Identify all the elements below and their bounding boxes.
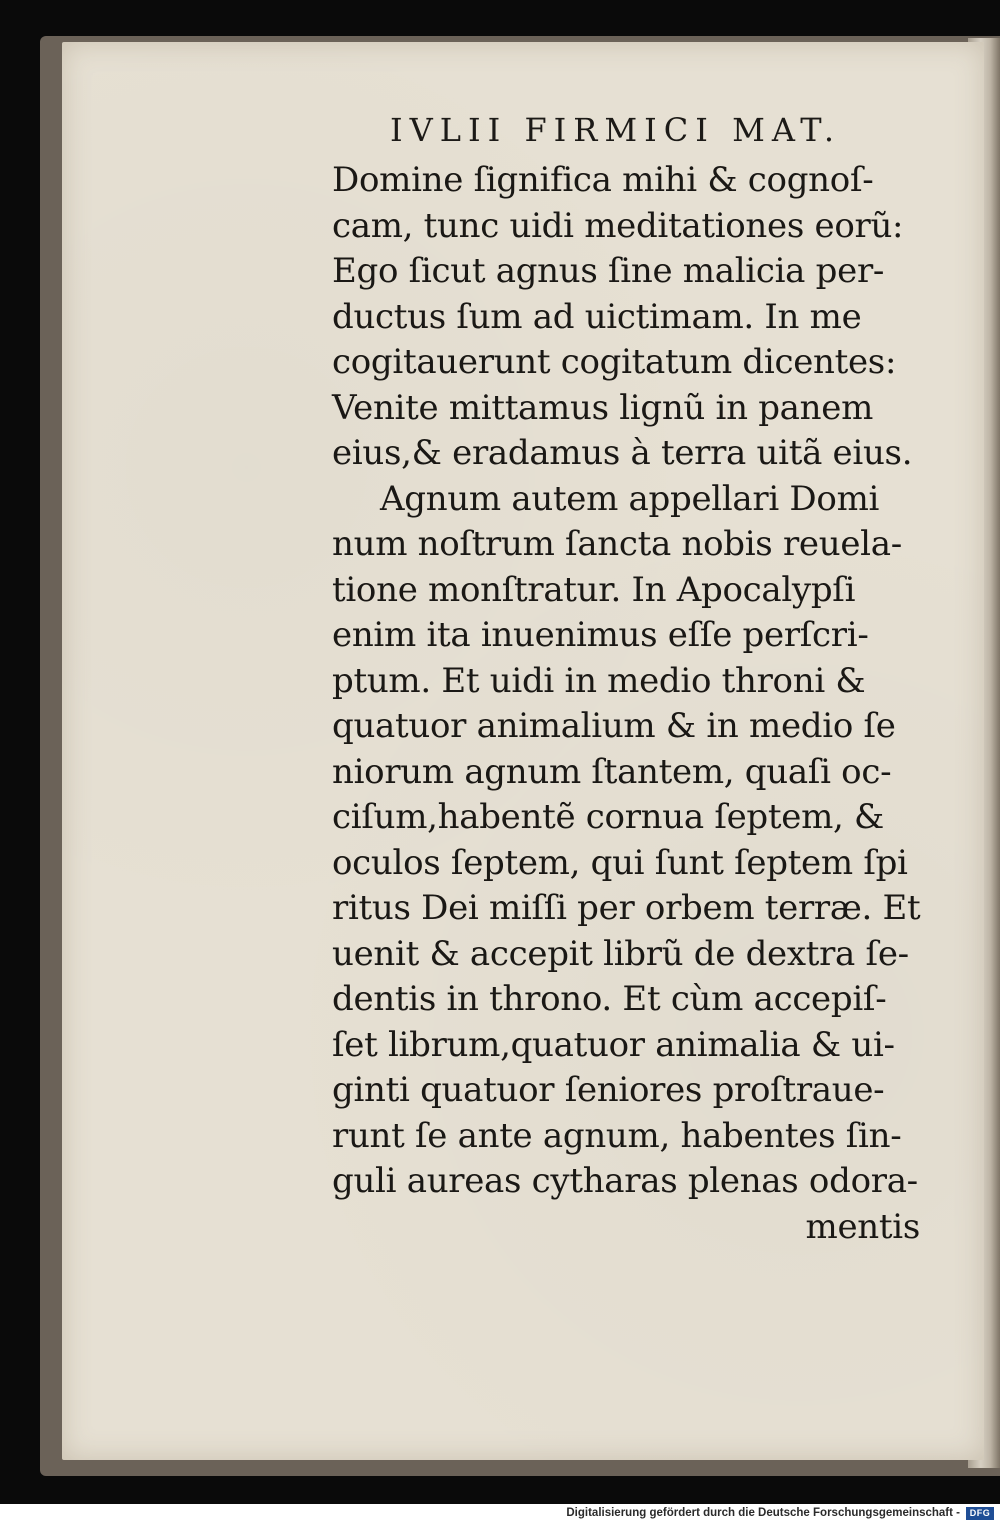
text-line: ductus ſum ad uictimam. In me [332, 296, 862, 337]
text-line: Domine ſignifica mihi & cognoſ- [332, 160, 874, 200]
text-line: ginti quatuor ſeniores proſtraue- [332, 1070, 885, 1110]
text-line: tione monſtratur. In Apocalypſi [332, 569, 856, 610]
catchword: mentis [805, 1206, 920, 1247]
text-line: ritus Dei miſſi per orbem terræ. Et [332, 888, 921, 928]
text-line: niorum agnum ſtantem, quaſi oc- [332, 751, 892, 792]
text-line: runt ſe ante agnum, habentes ſin- [332, 1115, 902, 1156]
running-head: IVLII FIRMICI MAT. [390, 111, 842, 149]
text-line: oculos ſeptem, qui ſunt ſeptem ſpi [332, 842, 908, 883]
text-line: enim ita inuenimus eſſe perſcri- [332, 615, 869, 655]
text-line: quatuor animalium & in medio ſe [332, 706, 896, 746]
footer-bar [0, 1504, 1000, 1523]
text-line: ptum. Et uidi in medio throni & [332, 660, 866, 701]
text-line: guli aureas cytharas plenas odora- [332, 1161, 918, 1201]
text-line: Ego ſicut agnus ſine malicia per- [332, 251, 885, 291]
text-line: ſet librum,quatuor animalia & ui- [332, 1024, 895, 1065]
text-line: dentis in throno. Et cùm accepiſ- [332, 979, 887, 1019]
text-line: ciſum,habentẽ cornua ſeptem, & [332, 797, 885, 837]
text-line: eius,& eradamus à terra uitã eius. [332, 433, 913, 473]
dfg-logo[interactable]: DFG [966, 1507, 994, 1520]
text-line: num noſtrum ſancta nobis reuela- [332, 524, 902, 564]
text-line: cam, tunc uidi meditationes eorũ: [332, 205, 904, 246]
funding-notice: Digitalisierung gefördert durch die Deutsche Forschungsgemeinschaft - [566, 1507, 960, 1519]
text-line: Venite mittamus lignũ in panem [332, 387, 874, 428]
text-line: cogitauerunt cogitatum dicentes: [332, 342, 897, 382]
text-line: uenit & accepit librũ de dextra ſe- [332, 933, 909, 974]
body-text [332, 158, 932, 1250]
text-line-paragraph-start: Agnum autem appellari Domi [380, 478, 880, 519]
